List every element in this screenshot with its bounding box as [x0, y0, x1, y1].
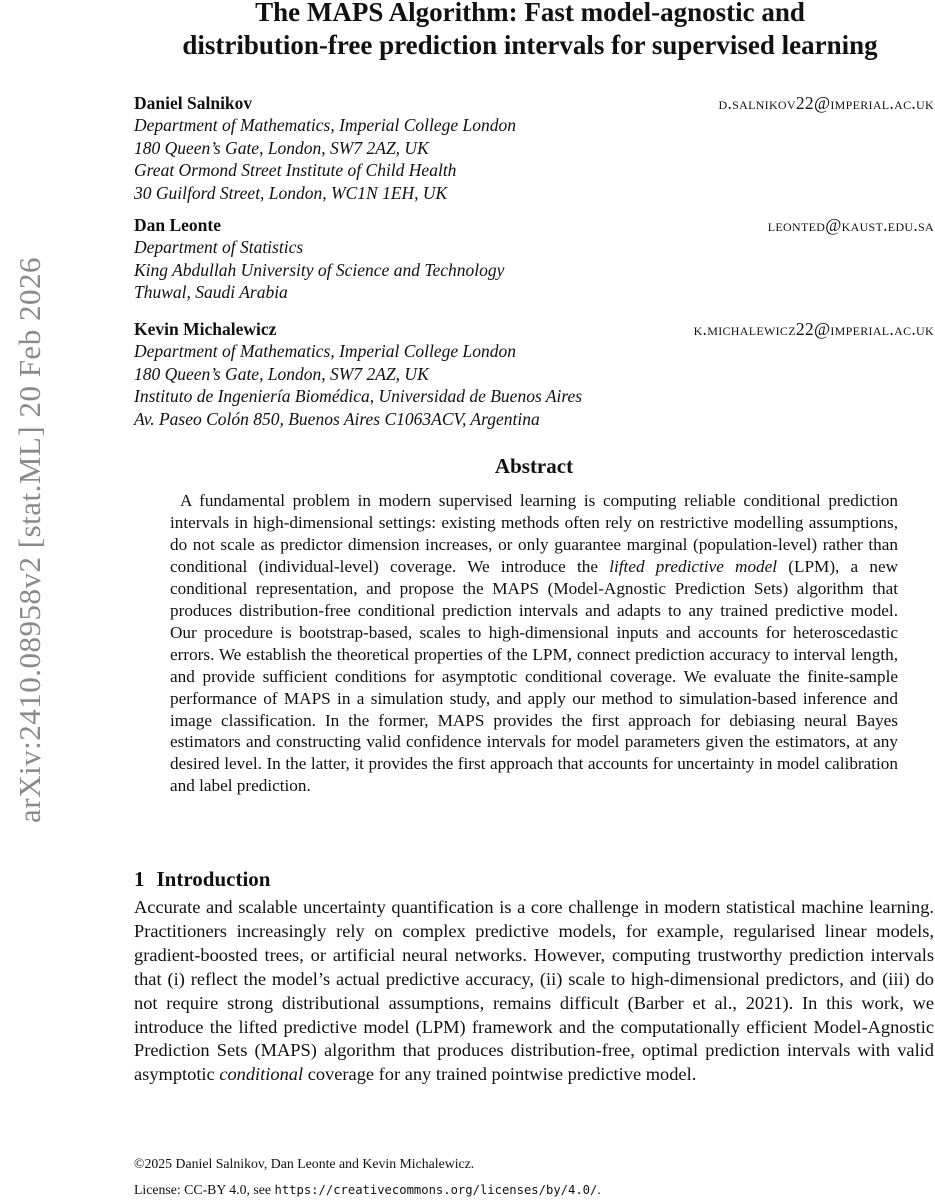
author-email: d.salnikov22@imperial.ac.uk [718, 93, 934, 113]
abstract-heading: Abstract [494, 454, 574, 478]
affiliation-line: King Abdullah University of Science and Technology [134, 259, 505, 280]
section-title: Introduction [156, 867, 271, 891]
affiliation-line: 180 Queen’s Gate, London, SW7 2AZ, UK [134, 137, 429, 158]
abstract-text-part: A fundamental problem in modern supervised learning is computing reliable conditional prediction intervals in high-dimensional settings: existing methods often rely on restrictive modelling assumptions, do not scale as predictor dimension increases, or only guarantee marginal (population-level) rather than conditional (individual-level) coverage. We introduce the [170, 491, 898, 576]
section-number: 1 [134, 867, 145, 891]
license-suffix: . [597, 1182, 601, 1197]
affiliation-line: 30 Guilford Street, London, WC1N 1EH, UK [134, 182, 448, 203]
author-name: Dan Leonte [134, 215, 222, 235]
author-name: Kevin Michalewicz [134, 319, 277, 339]
author-block-leonte [134, 214, 934, 304]
introduction-paragraph [134, 896, 934, 1087]
affiliation-line: Instituto de Ingeniería Biomédica, Universidad de Buenos Aires [134, 386, 583, 407]
paper-title [60, 0, 935, 62]
affiliation-line: Department of Mathematics, Imperial College London [134, 341, 517, 362]
abstract-emphasis: lifted predictive model [609, 556, 778, 576]
intro-emphasis: conditional [219, 1064, 304, 1085]
affiliation-line: Av. Paseo Colón 850, Buenos Aires C1063ACV, Argentina [134, 408, 540, 429]
abstract-text-part: (LPM), a new conditional representation, and propose the MAPS (Model-Agnostic Prediction Sets) algorithm that produces distribution-free conditional prediction intervals and adapts to any trained predictive model. Our procedure is bootstrap-based, scales to high-dimensional inputs and accounts for heteroscedastic errors. We establish the theoretical properties of the LPM, connect prediction accuracy to interval length, and provide sufficient conditions for asymptotic conditional coverage. We evaluate the finite-sample performance of MAPS in a simulation study, and apply our method to simulation-based inference and image classification. In the former, MAPS provides the first approach for debiasing neural Bayes estimators and constructing valid confidence intervals for model parameters given the estimators, at any desired level. In the latter, it provides the first approach that accounts for uncertainty in model calibration and label prediction. [170, 556, 899, 796]
affiliation-line: Great Ormond Street Institute of Child Health [134, 160, 457, 181]
arxiv-identifier: arXiv:2410.08958v2 [stat.ML] 20 Feb 2026 [12, 257, 47, 823]
author-block-salnikov [134, 92, 934, 204]
author-name: Daniel Salnikov [134, 93, 253, 113]
license-prefix: License: CC-BY 4.0, see [134, 1182, 275, 1197]
license-link[interactable]: https://creativecommons.org/licenses/by/4.0/ [274, 1183, 598, 1197]
intro-text-part: coverage for any trained pointwise predictive model. [303, 1064, 697, 1085]
affiliation-line: Department of Mathematics, Imperial College London [134, 115, 517, 136]
title-line-1: The MAPS Algorithm: Fast model-agnostic and [255, 0, 805, 27]
copyright-notice: ©2025 Daniel Salnikov, Dan Leonte and Kevin Michalewicz. [134, 1156, 475, 1171]
author-email: leonted@kaust.edu.sa [767, 215, 934, 235]
affiliation-line: Department of Statistics [134, 237, 304, 258]
author-block-michalewicz [134, 318, 934, 430]
title-line-2: distribution-free prediction intervals for supervised learning [182, 30, 878, 60]
abstract-text [170, 490, 898, 797]
license-notice [134, 1182, 934, 1198]
intro-text-part: Accurate and scalable uncertainty quantification is a core challenge in modern statistical machine learning. Practitioners increasingly rely on complex predictive models, for example, regularised linear models, gradient-boosted trees, or artificial neural networks. However, computing trustworthy prediction intervals that (i) reflect the model’s actual predictive accuracy, (ii) scale to high-dimensional predictors, and (iii) do not require strong distributional assumptions, remains difficult (Barber et al., 2021). In this work, we introduce the lifted predictive model (LPM) framework and the computationally efficient Model-Agnostic Prediction Sets (MAPS) algorithm that produces distribution-free, optimal prediction intervals with valid asymptotic [134, 897, 934, 1085]
section-heading-introduction [134, 867, 270, 892]
author-email: k.michalewicz22@imperial.ac.uk [693, 319, 934, 339]
affiliation-line: Thuwal, Saudi Arabia [134, 282, 288, 303]
affiliation-line: 180 Queen’s Gate, London, SW7 2AZ, UK [134, 363, 429, 384]
